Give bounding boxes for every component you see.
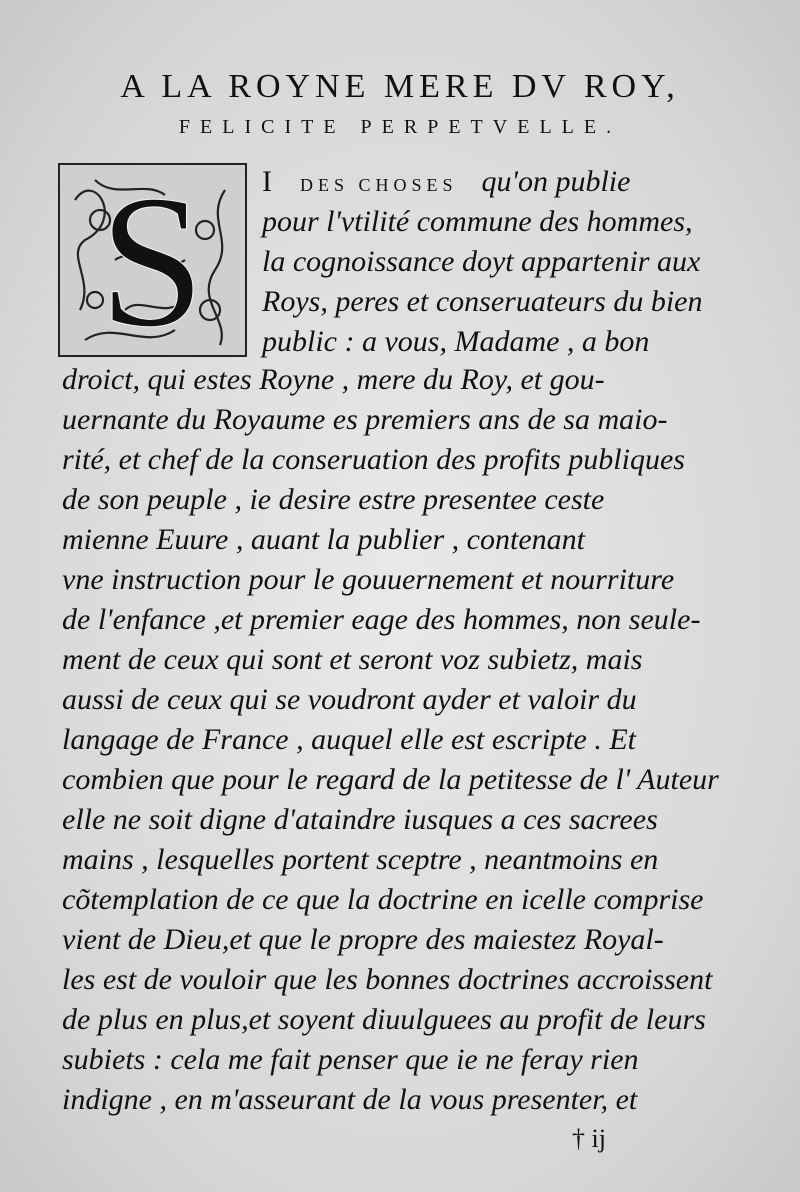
text-line: aussi de ceux qui se voudront ayder et valoir du xyxy=(62,683,637,716)
first-text-line xyxy=(262,162,630,205)
text-line: Roys, peres et conseruateurs du bien xyxy=(262,285,703,318)
text-line: combien que pour le regard de la petitesse de l' Auteur xyxy=(62,763,719,796)
text-line: uernante du Royaume es premiers ans de sa maio- xyxy=(62,403,668,436)
dropcap-letter: S xyxy=(99,160,205,360)
page-subtitle: FELICITE PERPETVELLE. xyxy=(178,116,622,138)
text-line: vient de Dieu,et que le propre des maiestez Royal- xyxy=(62,923,664,956)
text-line: pour l'vtilité commune des hommes, xyxy=(262,205,693,238)
text-line: la cognoissance doyt appartenir aux xyxy=(262,245,701,278)
text-line: de l'enfance ,et premier eage des hommes, non seule- xyxy=(62,603,701,636)
ornamental-initial-icon xyxy=(55,160,250,360)
first-line-cap: I xyxy=(262,165,272,198)
text-line: subiets : cela me fait penser que ie ne feray rien xyxy=(62,1043,639,1076)
text-line: cõtemplation de ce que la doctrine en icelle comprise xyxy=(62,883,704,916)
text-line: mains , lesquelles portent sceptre , neantmoins en xyxy=(62,843,659,876)
page-title: A LA ROYNE MERE DV ROY, xyxy=(120,68,680,105)
first-line-smallcaps: DES CHOSES xyxy=(300,175,458,195)
text-line: ment de ceux qui sont et seront voz subietz, mais xyxy=(62,643,643,676)
text-line: droict, qui estes Royne , mere du Roy, et gou- xyxy=(62,363,605,396)
first-line-italic: qu'on publie xyxy=(481,165,631,198)
text-line: langage de France , auquel elle est escripte . Et xyxy=(62,723,636,756)
text-line: les est de vouloir que les bonnes doctrines accroissent xyxy=(62,963,713,996)
text-line: de plus en plus,et soyent diuulguees au profit de leurs xyxy=(62,1003,706,1036)
text-line: public : a vous, Madame , a bon xyxy=(262,325,650,358)
text-line: rité, et chef de la conseruation des profits publiques xyxy=(62,443,685,476)
text-line: indigne , en m'asseurant de la vous presenter, et xyxy=(62,1083,638,1116)
text-line: vne instruction pour le gouuernement et nourriture xyxy=(62,563,675,596)
text-line: de son peuple , ie desire estre presentee ceste xyxy=(62,483,605,516)
text-line: elle ne soit digne d'ataindre iusques a ces sacrees xyxy=(62,803,658,836)
text-line: mienne Euure , auant la publier , contenant xyxy=(62,523,585,556)
signature-mark: † ij xyxy=(572,1124,606,1153)
